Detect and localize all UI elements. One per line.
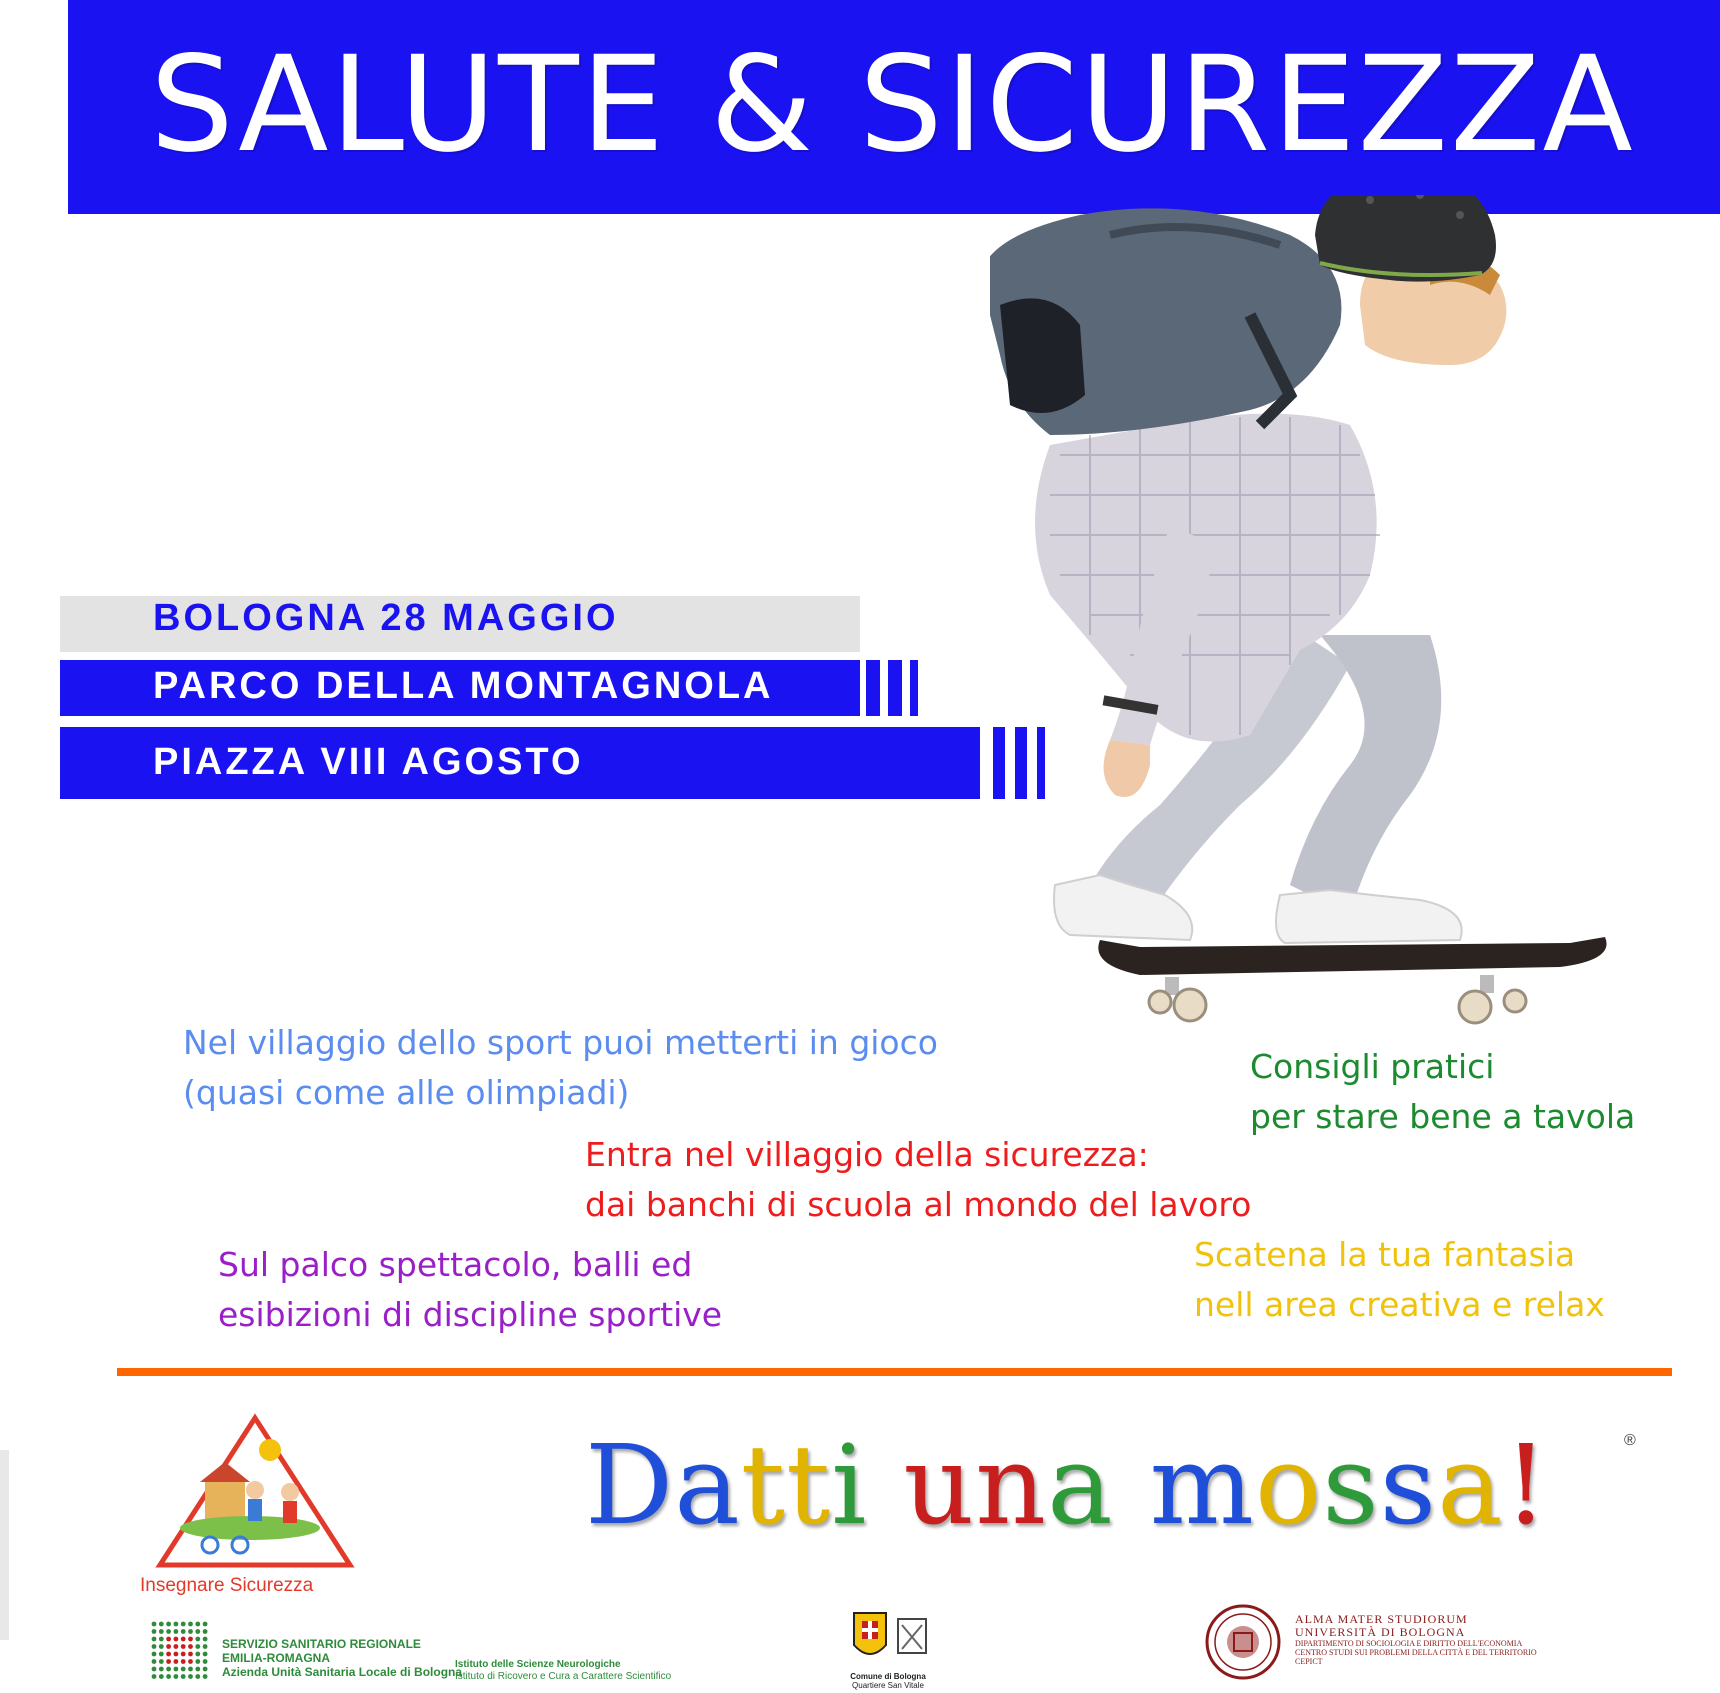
ssr-dot	[188, 1667, 193, 1672]
ssr-dot	[181, 1652, 186, 1657]
activity-creative-line1: Scatena la tua fantasia	[1194, 1235, 1576, 1274]
ssr-dot	[152, 1629, 157, 1634]
activity-safety	[585, 1130, 1251, 1230]
ssr-dot	[166, 1637, 171, 1642]
activity-food	[1250, 1042, 1635, 1142]
comune-line1: Comune di Bologna	[850, 1672, 926, 1681]
ssr-dot	[174, 1674, 179, 1679]
ssr-dot	[152, 1622, 157, 1627]
slogan	[585, 1420, 1549, 1550]
ssr-dot	[174, 1644, 179, 1649]
event-square-bar	[60, 727, 980, 799]
event-square: PIAZZA VIII AGOSTO	[153, 741, 584, 783]
orange-divider	[117, 1368, 1672, 1376]
ssr-dot	[152, 1644, 157, 1649]
activity-food-line1: Consigli pratici	[1250, 1047, 1495, 1086]
ssr-dot	[174, 1667, 179, 1672]
ssr-dot	[174, 1637, 179, 1642]
ssr-dot	[166, 1652, 171, 1657]
unibo-text	[1295, 1613, 1537, 1666]
isn-line1: Istituto delle Scienze Neurologiche	[455, 1659, 621, 1670]
ssr-dot	[159, 1622, 164, 1627]
ssr-dot	[174, 1622, 179, 1627]
comune-line2: Quartiere San Vitale	[852, 1681, 924, 1690]
unibo-line2: UNIVERSITÀ DI BOLOGNA	[1295, 1625, 1466, 1639]
children-triangle-icon	[150, 1410, 360, 1575]
ssr-text	[222, 1637, 462, 1679]
isn-line2: Istituto di Ricovero e Cura a Carattere Scientifico	[455, 1671, 672, 1682]
ssr-line1: SERVIZIO SANITARIO REGIONALE	[222, 1637, 421, 1651]
ssr-dot	[195, 1667, 200, 1672]
activity-sport	[183, 1018, 938, 1118]
ssr-dot	[195, 1622, 200, 1627]
ssr-dot	[195, 1674, 200, 1679]
ssr-dot	[159, 1652, 164, 1657]
event-date: BOLOGNA 28 MAGGIO	[153, 597, 619, 639]
slogan-letter: u	[903, 1421, 976, 1549]
slogan-letter: m	[1149, 1421, 1255, 1549]
ssr-dot	[159, 1644, 164, 1649]
ssr-dot	[152, 1667, 157, 1672]
ssr-dot	[188, 1674, 193, 1679]
slogan-letter	[867, 1421, 903, 1549]
edge-line	[0, 1450, 9, 1640]
page-title: SALUTE & SICUREZZA	[150, 28, 1635, 182]
ssr-dot	[188, 1637, 193, 1642]
ssr-dot	[181, 1622, 186, 1627]
unibo-line5: CEPICT	[1295, 1657, 1323, 1666]
ssr-dot	[203, 1674, 208, 1679]
ssr-dot	[181, 1637, 186, 1642]
ssr-dot	[181, 1667, 186, 1672]
ssr-line2: EMILIA-ROMAGNA	[222, 1651, 330, 1665]
activity-creative	[1194, 1230, 1605, 1330]
activity-sport-line2: (quasi come alle olimpiadi)	[183, 1073, 630, 1112]
ssr-dot	[181, 1629, 186, 1634]
event-park-bar	[60, 660, 860, 716]
isn-text	[455, 1659, 671, 1683]
ssr-dot	[166, 1629, 171, 1634]
skateboarder-icon	[990, 195, 1640, 1045]
event-park: PARCO DELLA MONTAGNOLA	[153, 665, 774, 707]
bar-stripe	[866, 660, 880, 716]
slogan-letter: t	[786, 1421, 832, 1549]
ssr-dot	[195, 1659, 200, 1664]
ssr-dot	[159, 1659, 164, 1664]
ssr-dot	[203, 1667, 208, 1672]
ssr-dot	[203, 1644, 208, 1649]
ssr-dot	[159, 1629, 164, 1634]
ssr-dot	[188, 1622, 193, 1627]
ssr-dot	[203, 1622, 208, 1627]
ssr-dot	[181, 1659, 186, 1664]
ssr-dot	[181, 1644, 186, 1649]
ssr-dot	[203, 1659, 208, 1664]
ssr-logo-icon	[150, 1620, 210, 1682]
slogan-letter: t	[740, 1421, 787, 1549]
slogan-letter: o	[1254, 1421, 1323, 1549]
registered-mark: ®	[1624, 1432, 1636, 1449]
ssr-dot	[152, 1637, 157, 1642]
unibo-line3: DIPARTIMENTO DI SOCIOLOGIA E DIRITTO DELL'ECONOMIA	[1295, 1639, 1523, 1648]
activity-stage	[218, 1240, 722, 1340]
slogan-letter: a	[1047, 1421, 1114, 1549]
ssr-dot	[195, 1629, 200, 1634]
slogan-letter: n	[975, 1421, 1048, 1549]
activity-creative-line2: nell area creativa e relax	[1194, 1285, 1605, 1324]
bar-stripe	[888, 660, 902, 716]
slogan-letter: !	[1503, 1421, 1549, 1549]
ssr-dot	[203, 1637, 208, 1642]
activity-stage-line2: esibizioni di discipline sportive	[218, 1295, 723, 1334]
ssr-dot	[188, 1629, 193, 1634]
slogan-letter: s	[1379, 1421, 1438, 1549]
bologna-crest-icon	[848, 1605, 932, 1671]
slogan-letter	[1114, 1421, 1150, 1549]
ssr-line3: Azienda Unità Sanitaria Locale di Bologna	[222, 1665, 463, 1679]
slogan-letter: a	[674, 1421, 741, 1549]
ssr-dot	[152, 1659, 157, 1664]
ssr-dot	[166, 1667, 171, 1672]
ssr-dot	[174, 1652, 179, 1657]
slogan-letter: a	[1437, 1421, 1504, 1549]
ssr-dot	[188, 1659, 193, 1664]
ssr-dot	[166, 1674, 171, 1679]
activity-stage-line1: Sul palco spettacolo, balli ed	[218, 1245, 693, 1284]
ssr-dot	[195, 1637, 200, 1642]
ssr-dot	[203, 1629, 208, 1634]
ssr-dot	[181, 1674, 186, 1679]
ssr-dot	[152, 1674, 157, 1679]
event-date-bar	[60, 596, 860, 652]
bar-stripe	[910, 660, 918, 716]
ssr-dot	[159, 1667, 164, 1672]
ssr-dot	[195, 1652, 200, 1657]
comune-text	[838, 1672, 938, 1690]
unibo-line4: CENTRO STUDI SUI PROBLEMI DELLA CITTÀ E DEL TERRITORIO	[1295, 1648, 1537, 1657]
activity-safety-line1: Entra nel villaggio della sicurezza:	[585, 1135, 1149, 1174]
ssr-dot	[152, 1652, 157, 1657]
ssr-dot	[166, 1622, 171, 1627]
unibo-seal-icon	[1204, 1603, 1282, 1681]
ssr-dot	[159, 1674, 164, 1679]
ssr-dot	[188, 1644, 193, 1649]
ssr-dot	[166, 1644, 171, 1649]
ssr-dot	[195, 1644, 200, 1649]
ssr-dot	[188, 1652, 193, 1657]
slogan-letter: s	[1322, 1421, 1380, 1549]
ssr-dot	[174, 1629, 179, 1634]
ssr-dot	[159, 1637, 164, 1642]
ssr-dot	[174, 1659, 179, 1664]
activity-food-line2: per stare bene a tavola	[1250, 1097, 1636, 1136]
ssr-dot	[166, 1659, 171, 1664]
slogan-letter: D	[585, 1421, 675, 1549]
slogan-letter: i	[831, 1421, 868, 1549]
activity-safety-line2: dai banchi di scuola al mondo del lavoro	[585, 1185, 1252, 1224]
ssr-dot	[203, 1652, 208, 1657]
unibo-line1: ALMA MATER STUDIORUM	[1295, 1612, 1468, 1626]
activity-sport-line1: Nel villaggio dello sport puoi metterti in gioco	[183, 1023, 938, 1062]
insegnare-sicurezza-caption: Insegnare Sicurezza	[140, 1575, 314, 1596]
